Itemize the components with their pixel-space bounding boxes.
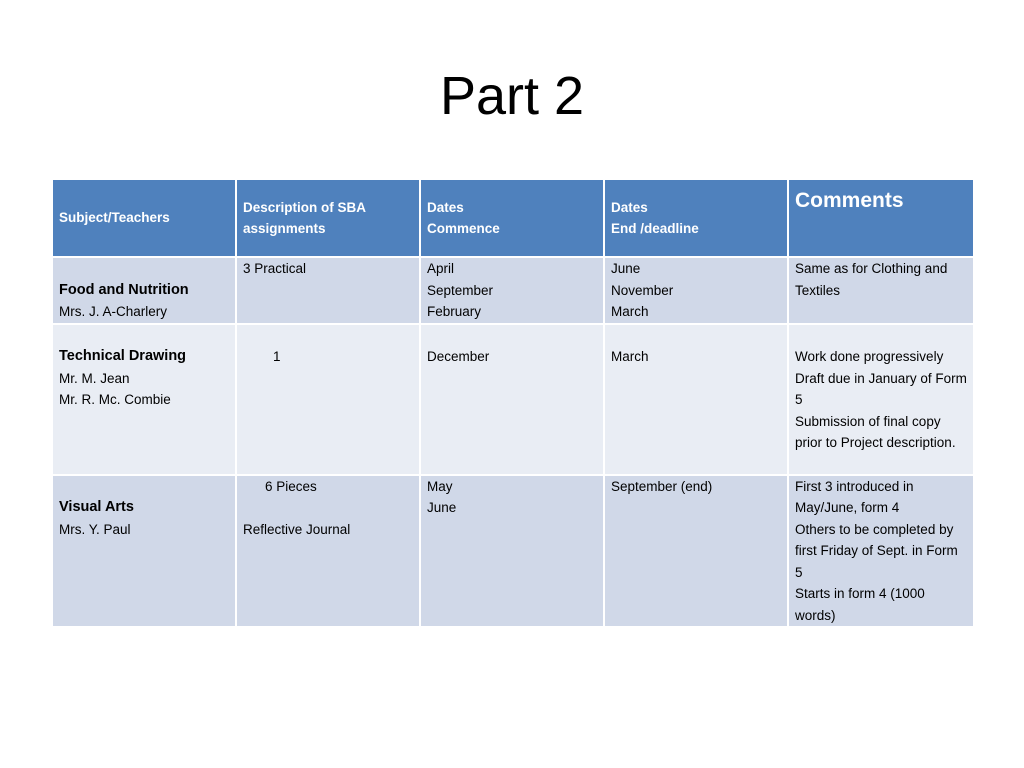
cell-subject — [52, 324, 236, 475]
teacher-name: Mr. R. Mc. Combie — [59, 392, 171, 407]
commence-date: April — [427, 261, 455, 276]
description-text: Reflective Journal — [243, 521, 351, 537]
subject-name: Technical Drawing — [59, 348, 187, 364]
header-description — [236, 179, 420, 257]
sba-table — [51, 178, 975, 628]
subject-name: Food and Nutrition — [59, 281, 189, 298]
end-date: September (end) — [611, 478, 713, 494]
description-text: 3 Practical — [243, 261, 307, 276]
header-subject-label: Subject/Teachers — [59, 210, 170, 226]
header-commence-bottom: Commence — [427, 221, 500, 236]
table-row-visual-arts — [52, 475, 974, 628]
table-row-technical-drawing — [52, 324, 974, 475]
subject-name: Visual Arts — [59, 499, 134, 515]
commence-date: February — [427, 304, 482, 319]
comment-text: Same as for Clothing and Textiles — [795, 261, 948, 298]
header-end-bottom: End /deadline — [611, 221, 699, 236]
cell-subject — [52, 257, 236, 324]
comment-text: Work done progressively — [795, 349, 944, 364]
commence-date: September — [427, 282, 494, 298]
commence-date: June — [427, 500, 457, 515]
header-description-label: Description of SBA assignments — [243, 199, 366, 236]
header-subject — [52, 179, 236, 257]
cell-end — [604, 324, 788, 475]
cell-end — [604, 257, 788, 324]
description-text: 1 — [273, 349, 281, 364]
header-comments — [788, 179, 974, 257]
cell-comments — [788, 324, 974, 475]
header-commence — [420, 179, 604, 257]
end-date: November — [611, 282, 674, 298]
cell-comments — [788, 475, 974, 628]
end-date: March — [611, 349, 649, 364]
commence-date: December — [427, 349, 490, 364]
description-text: 6 Pieces — [265, 478, 317, 494]
cell-subject — [52, 475, 236, 628]
header-end — [604, 179, 788, 257]
header-commence-top: Dates — [427, 199, 464, 215]
commence-date: May — [427, 478, 453, 494]
teacher-name: Mr. M. Jean — [59, 370, 130, 386]
header-comments-label: Comments — [795, 189, 904, 212]
comment-text: First 3 introduced in May/June, form 4 — [795, 478, 914, 515]
cell-commence — [420, 257, 604, 324]
cell-description — [236, 324, 420, 475]
comment-text: Starts in form 4 (1000 words) — [795, 586, 925, 623]
teacher-name: Mrs. J. A-Charlery — [59, 304, 168, 319]
cell-comments — [788, 257, 974, 324]
cell-description — [236, 475, 420, 628]
cell-description — [236, 257, 420, 324]
comment-text: Submission of final copy prior to Project description. — [795, 413, 956, 450]
table-row-food-nutrition — [52, 257, 974, 324]
cell-end — [604, 475, 788, 628]
comment-text: Others to be completed by first Friday of Sept. in Form 5 — [795, 521, 958, 580]
end-date: June — [611, 261, 641, 276]
cell-commence — [420, 475, 604, 628]
cell-commence — [420, 324, 604, 475]
teacher-name: Mrs. Y. Paul — [59, 521, 131, 537]
header-end-top: Dates — [611, 199, 648, 215]
table-header-row — [52, 179, 974, 257]
comment-text: Draft due in January of Form 5 — [795, 370, 967, 407]
slide-title: Part 2 — [439, 66, 585, 126]
end-date: March — [611, 304, 649, 319]
